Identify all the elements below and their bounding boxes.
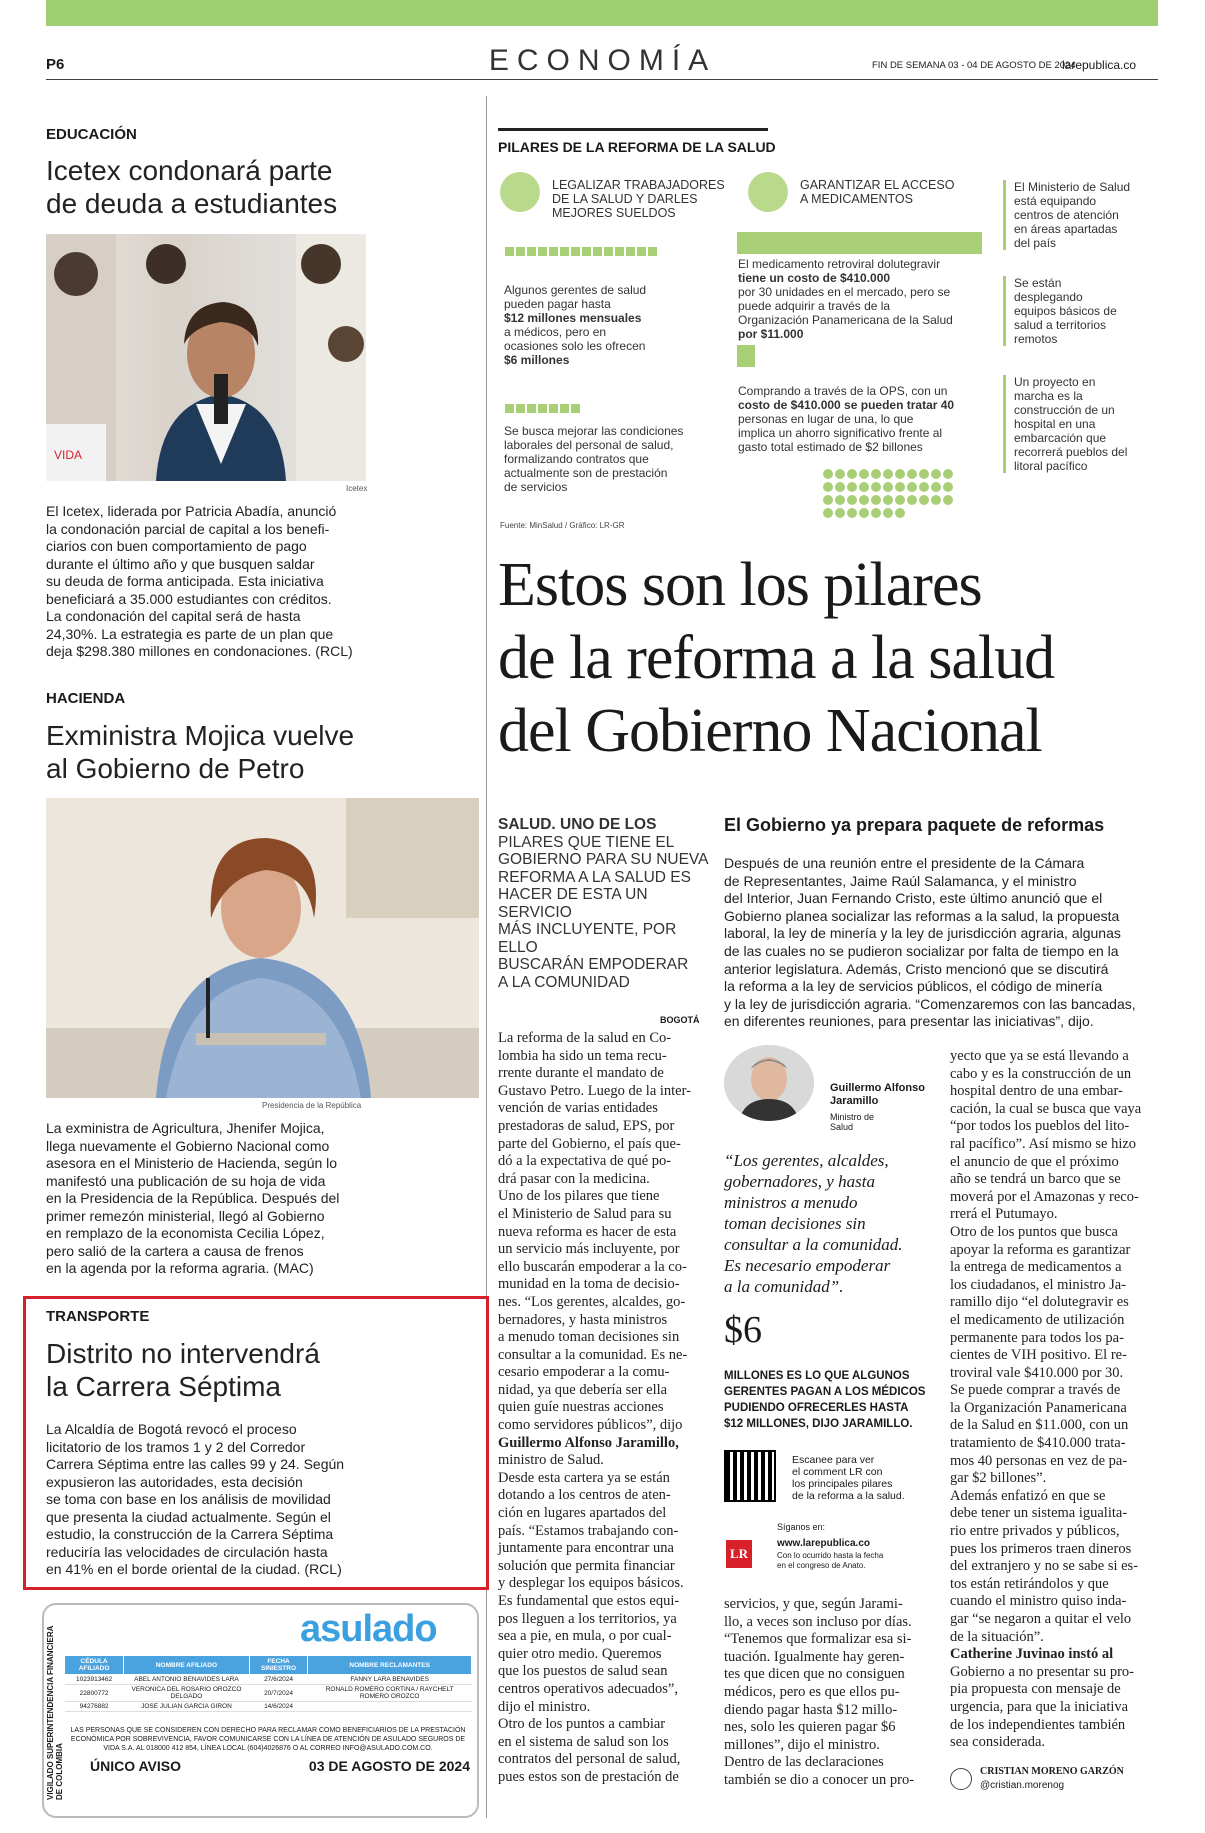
forty-people-dots	[822, 468, 962, 520]
asulado-table	[64, 1655, 472, 1712]
pillar-1-text-a: Algunos gerentes de salud pueden pagar hasta $12 millones mensuales a médicos, pero en ocasiones solo les ofrecen $6 millones	[504, 283, 647, 367]
fact-caption: MILLONES ES LO QUE ALGUNOS GERENTES PAGAN A LOS MÉDICOS PUDIENDO OFRECERLES HASTA $12 MILLONES, DIJO JARAMILLO.	[724, 1370, 926, 1430]
fact-number: $6	[724, 1309, 762, 1351]
follow-label: Síganos en:	[777, 1522, 826, 1532]
site-url[interactable]: larepublica.co	[1062, 58, 1137, 72]
table-row: 22800772 VERONICA DEL ROSARIO OROZCO DELGADO 20/7/2024 RONALD ROMERO CORTINA / RAYCHELT ROMERO OROZCO	[65, 1685, 472, 1702]
photo-credit-presidencia: Presidencia de la República	[262, 1101, 362, 1110]
portrait-jaramillo	[724, 1045, 814, 1121]
vigilado-label: VIGILADO SUPERINTENDENCIA FINANCIERA DE COLOMBIA	[46, 1625, 64, 1800]
pillar-2-title: GARANTIZAR EL ACCESO A MEDICAMENTOS	[800, 178, 955, 206]
pillar-2-text-a: El medicamento retroviral dolutegravir tiene un costo de $410.000 por 30 unidades en el mercado, pero se puede adquirir a través de la Organización Panamericana de la Salud por $11.000	[738, 257, 953, 341]
asulado-note: LAS PERSONAS QUE SE CONSIDEREN CON DERECHO PARA RECLAMAR COMO BENEFICIARIOS DE LA PRESTACIÓN ECONÓMICA POR SOBREVIVENCIA, FAVOR COMUNICARSE CON LA LÍNEA DE ATENCIÓN DE ASULADO SEGUROS DE VIDA S.A. AL 018000 412 854, LÍNEA LOCAL (604)4026876 O AL CORREO INFO@ASULADO.COM.CO.	[70, 1727, 466, 1752]
follow-url[interactable]: www.larepublica.co	[777, 1538, 870, 1549]
kicker-hacienda: HACIENDA	[46, 690, 126, 707]
salary-12m-bar	[504, 243, 658, 261]
top-color-bar	[46, 0, 1158, 26]
article-column-3: yecto que ya se está llevando a cabo y es la construcción de un hospital dentro de una embar- cación, la cual se busca que vaya “por todos los pueblos del lito- ral pacífico”. Así mismo se hizo el anuncio de que el próximo año se tendrá un barco que se moverá por el Amazonas y reco- rrerá el Putumayo. Otro de los puntos que busca apoyar la reforma es garantizar la entrega de medicamentos a los ciudadanos, el ministro Ja- ramillo dijo “el dolutegravir es el medicamento de utilización permanente para todos los pa- cientes de VIH positivo. El re- troviral vale $410.000 por 30. Se puede comprar a través de la Organización Panamericana de la Salud en $11.000, con un tratamiento de $410.000 trata- mos 40 personas en vez de pa- gar $2 billones”. Además enfatizó en que se debe tener un sistema igualita- rio entre privados y públicos, pues los primeros traen dineros del extranjero y no se sabe si es- tos están retirándolos y que cuando el ministro quiso inda- gar “se negaron a quitar el velo de la situación”. Catherine Juvinao instó al Gobierno a no presentar su pro- pia propuesta con mensaje de urgencia, para que la iniciativa de los independientes también sea considerada.	[950, 1048, 1142, 1751]
author-icon	[950, 1768, 972, 1790]
kicker-transporte: TRANSPORTE	[46, 1308, 150, 1325]
svg-text:VIDA: VIDA	[54, 448, 83, 462]
price-410000-bar	[737, 232, 982, 254]
pillar-2-text-b: Comprando a través de la OPS, con un costo de $410.000 se pueden tratar 40 personas en lugar de una, lo que implica un ahorro significativo frente al gasto total estimado de $2 billones	[738, 384, 955, 454]
pillar-3-item-2: Se están desplegando equipos básicos de salud a territorios remotos	[1003, 276, 1163, 346]
lede: SALUD. UNO DE LOS PILARES QUE TIENE EL GOBIERNO PARA SU NUEVA REFORMA A LA SALUD ES HACER DE ESTA UN SERVICIO MÁS INCLUYENTE, POR ELLO BUSCARÁN EMPODERAR A LA COMUNIDAD	[498, 816, 709, 991]
salary-6m-bar	[504, 400, 581, 418]
headline-mojica: Exministra Mojica vuelve al Gobierno de Petro	[46, 720, 355, 784]
table-header-row: CÉDULA AFILIADO NOMBRE AFILIADO FECHA SINIESTRO NOMBRE RECLAMANTES	[65, 1656, 472, 1675]
body-carrera-septima: La Alcaldía de Bogotá revocó el proceso licitatorio de los tramos 1 y 2 del Corredor Carrera Séptima entre las calles 99 y 24. Según expusieron las autoridades, esta decisión se toma con base en los análisis de movilidad que presenta la ciudad actualmente. Según el estudio, la construcción de la Carrera Séptima reduciría las velocidades de circulación hasta en 41% en el borde oriental de la ciudad. (RCL)	[46, 1421, 345, 1577]
page-number: P6	[46, 56, 65, 73]
pillar-3-item-1: El Ministerio de Salud está equipando centros de atención en áreas apartadas del país	[1003, 180, 1163, 250]
sidebar-body: Después de una reunión entre el presidente de la Cámara de Representantes, Jaime Raúl Salamanca, y el ministro del Interior, Juan Fernando Cristo, este último anunció que el Gobierno planea socializar las reformas a la salud, la propuesta laboral, la ley de minería y la ley de jurisdicción agraria, algunas de las cuales no se pudieron socializar por falta de tiempo en la anterior legislatura. Además, Cristo mencionó que se discutirá la reforma a la ley de servicios públicos, el código de minería y la ley de jurisdicción agraria. “Comenzaremos con las bancadas, en diferentes reuniones, para presentar las iniciativas”, dijo.	[724, 855, 1136, 1030]
author-name: CRISTIAN MORENO GARZÓN	[980, 1766, 1124, 1777]
article-column-1: La reforma de la salud en Co- lombia ha sido un tema recu- rrente durante el mandato de Gustavo Petro. Luego de la inter- vención de varias entidades prestadoras de salud, EPS, por parte del Gobierno, el país que- dó a la expectativa de qué po- drá pasar con la medicina. Uno de los pilares que tiene el Ministerio de Salud para su nueva reforma es hacer de esta un servicio más incluyente, por ello buscarán empoderar a la co- munidad en la toma de decisio- nes. “Los gerentes, alcaldes, go- bernadores, y hasta ministros a menudo toman decisiones sin consultar a la comunidad. Es ne- cesario empoderar a la comu- nidad, ya que debería ser ella quien guíe nuestras acciones como servidores públicos”, dijo Guillermo Alfonso Jaramillo, ministro de Salud. Desde esta cartera ya se están dotando a los centros de aten- ción en lugares apartados del país. “Estamos trabajando con- juntamente para encontrar una solución que permita financiar y desplegar los equipos básicos. Es fundamental que estos equi- pos lleguen a los territorios, ya sea a pie, en mula, o por cual- quier otro medio. Queremos que los puestos de salud sean centros operativos adecuados”, dijo el ministro. Otro de los puntos a cambiar en el sistema de salud son los contratos del personal de salud, pues estos son de prestación de	[498, 1030, 691, 1785]
table-row: 94276882 JOSE JULIAN GARCIA GIRON 14/6/2024	[65, 1702, 472, 1712]
photo-jhenifer-mojica	[46, 798, 479, 1098]
lr-logo-icon: LR	[726, 1540, 752, 1568]
pull-quote: “Los gerentes, alcaldes, gobernadores, y hasta ministros a menudo toman decisiones sin consultar a la comunidad. Es necesario empoderar a la comunidad”.	[724, 1151, 903, 1296]
portrait-illustration	[724, 1045, 814, 1121]
issue-date: FIN DE SEMANA 03 - 04 DE AGOSTO DE 2024	[872, 60, 1076, 71]
follow-text: Con lo ocurrido hasta la fecha en el congreso de Anato.	[777, 1551, 884, 1570]
infographic-title: PILARES DE LA REFORMA DE LA SALUD	[498, 139, 776, 155]
header-rule	[46, 79, 1158, 80]
body-icetex: El Icetex, liderada por Patricia Abadía, anunció la condonación parcial de capital a los benefi- ciarios con buen comportamiento de pago durante el último año y que busquen saldar su deuda de forma anticipada. Esta iniciativa beneficiará a 35.000 estudiantes con créditos. La condonación del capital será de hasta 24,30%. La estrategia es parte de un plan que deja $298.380 millones en condonaciones. (RCL)	[46, 503, 353, 659]
photo-credit-icetex: Icetex	[346, 484, 368, 493]
infographic-rule	[498, 128, 768, 131]
kicker-educacion: EDUCACIÓN	[46, 126, 137, 143]
qr-text: Escanee para ver el comment LR con los principales pilares de la reforma a la salud.	[792, 1454, 905, 1502]
author-handle[interactable]: @cristian.morenog	[980, 1780, 1065, 1791]
asulado-footer: ÚNICO AVISO 03 DE AGOSTO DE 2024	[90, 1758, 470, 1774]
pillar-1-text-b: Se busca mejorar las condiciones laborales del personal de salud, formalizando contratos que actualmente son de prestación de servicios	[504, 424, 684, 494]
photo-illustration	[46, 234, 366, 481]
dateline: BOGOTÁ	[660, 1015, 700, 1025]
sidebar-subhead: El Gobierno ya prepara paquete de reformas	[724, 815, 1105, 835]
workers-icon	[500, 172, 540, 212]
portrait-role: Ministro de Salud	[830, 1112, 875, 1132]
section-title: ECONOMÍA	[488, 44, 717, 77]
medicine-icon	[748, 172, 788, 212]
pillar-3-item-3: Un proyecto en marcha es la construcción de un hospital en una embarcación que recorrerá pueblos del litoral pacífico	[1003, 375, 1163, 473]
price-11000-bar	[737, 345, 755, 367]
photo-patricia-abadia	[46, 234, 366, 481]
table-row: 1023913462 ABEL ANTONIO BENAVIDES LARA 27/6/2024 FANNY LARA BENAVIDES	[65, 1675, 472, 1685]
qr-code[interactable]	[726, 1452, 774, 1500]
headline-carrera-septima: Distrito no intervendrá la Carrera Séptima	[46, 1338, 320, 1402]
portrait-name: Guillermo Alfonso Jaramillo	[830, 1082, 925, 1107]
infographic-source: Fuente: MinSalud / Gráfico: LR-GR	[500, 521, 625, 530]
main-headline: Estos son los pilares de la reforma a la salud del Gobierno Nacional	[498, 551, 1055, 765]
headline-icetex: Icetex condonará parte de deuda a estudiantes	[46, 155, 338, 219]
body-mojica: La exministra de Agricultura, Jhenifer Mojica, llega nuevamente el Gobierno Nacional como asesora en el Ministerio de Hacienda, según lo manifestó una publicación de su hoja de vida en la Presidencia de la República. Después del primer remezón ministerial, llegó al Gobierno en remplazo de la economista Cecilia López, pero salió de la cartera a causa de frenos en la agenda por la reforma agraria. (MAC)	[46, 1120, 340, 1276]
pillar-1-title: LEGALIZAR TRABAJADORES DE LA SALUD Y DARLES MEJORES SUELDOS	[552, 178, 725, 220]
article-column-2: servicios, y que, según Jarami- llo, a veces son incluso por días. “Tenemos que formalizar esa si- tuación. Igualmente hay geren- tes que dicen que no consiguen médicos, pero es que ellos pu- diendo pagar hasta $12 millo- nes, solo les quieren pagar $6 millones”, dijo el ministro. Dentro de las declaraciones también se dio a conocer un pro-	[724, 1596, 915, 1788]
photo-illustration	[46, 798, 479, 1098]
asulado-logo: asulado	[300, 1608, 437, 1650]
